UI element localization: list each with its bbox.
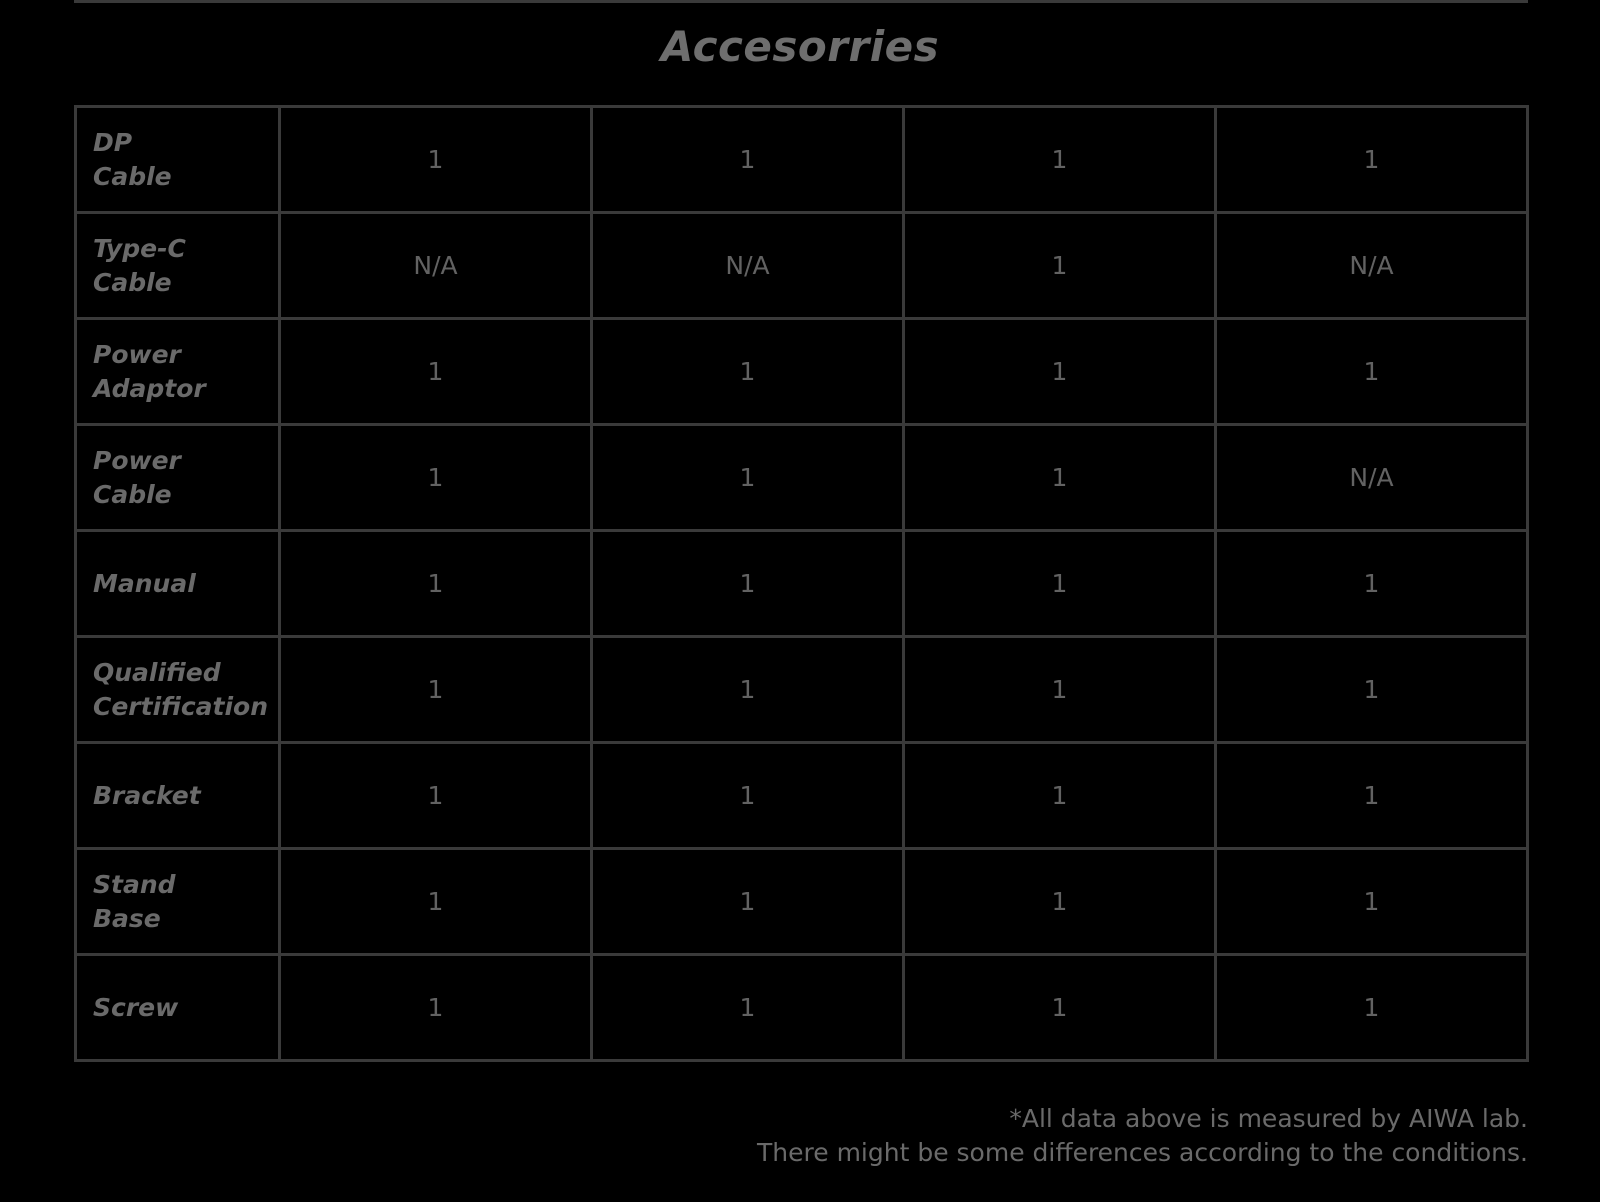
table-cell: 1	[280, 743, 592, 849]
table-row	[76, 213, 1528, 319]
table-cell: 1	[1216, 849, 1528, 955]
table-cell: 1	[1216, 743, 1528, 849]
table-cell: 1	[280, 107, 592, 213]
table-cell: 1	[904, 107, 1216, 213]
row-label: DP Cable	[76, 107, 280, 213]
table-row	[76, 425, 1528, 531]
accessories-table	[74, 105, 1529, 1062]
table-cell: N/A	[280, 213, 592, 319]
table-cell: 1	[904, 213, 1216, 319]
table-cell: 1	[280, 849, 592, 955]
table-cell: 1	[280, 531, 592, 637]
table-cell: 1	[592, 107, 904, 213]
table-cell: 1	[592, 425, 904, 531]
table-cell: 1	[1216, 955, 1528, 1061]
table-row	[76, 107, 1528, 213]
row-label: Bracket	[76, 743, 280, 849]
table-cell: 1	[592, 743, 904, 849]
table-row	[76, 743, 1528, 849]
row-label: Manual	[76, 531, 280, 637]
table-cell: 1	[904, 743, 1216, 849]
table-cell: 1	[1216, 107, 1528, 213]
table-row	[76, 849, 1528, 955]
table-cell: 1	[592, 319, 904, 425]
table-row	[76, 637, 1528, 743]
table-cell: 1	[280, 637, 592, 743]
row-label: Screw	[76, 955, 280, 1061]
row-label: Power Adaptor	[76, 319, 280, 425]
row-label: Type-C Cable	[76, 213, 280, 319]
table-row	[76, 955, 1528, 1061]
table-cell: 1	[592, 955, 904, 1061]
table-cell: 1	[904, 319, 1216, 425]
row-label: Qualified Certification	[76, 637, 280, 743]
table-cell: 1	[904, 425, 1216, 531]
table-cell: 1	[904, 955, 1216, 1061]
table-cell: 1	[1216, 531, 1528, 637]
table-cell: 1	[592, 849, 904, 955]
table-cell: 1	[904, 849, 1216, 955]
table-cell: N/A	[1216, 425, 1528, 531]
row-label: Power Cable	[76, 425, 280, 531]
table-cell: 1	[280, 425, 592, 531]
table-cell: 1	[904, 637, 1216, 743]
table-cell: 1	[1216, 319, 1528, 425]
table-cell: 1	[592, 637, 904, 743]
table-cell: 1	[592, 531, 904, 637]
table-cell: N/A	[1216, 213, 1528, 319]
table-cell: N/A	[592, 213, 904, 319]
section-title: Accesorries	[660, 22, 940, 71]
footnote-line-2: There might be some differences according to the conditions.	[757, 1138, 1528, 1167]
table-row	[76, 531, 1528, 637]
table-cell: 1	[280, 319, 592, 425]
top-divider	[74, 0, 1528, 3]
row-label: Stand Base	[76, 849, 280, 955]
table-row	[76, 319, 1528, 425]
footnote-line-1: *All data above is measured by AIWA lab.	[1009, 1104, 1528, 1133]
table-cell: 1	[904, 531, 1216, 637]
table-cell: 1	[280, 955, 592, 1061]
table-cell: 1	[1216, 637, 1528, 743]
footnote	[757, 1102, 1528, 1170]
